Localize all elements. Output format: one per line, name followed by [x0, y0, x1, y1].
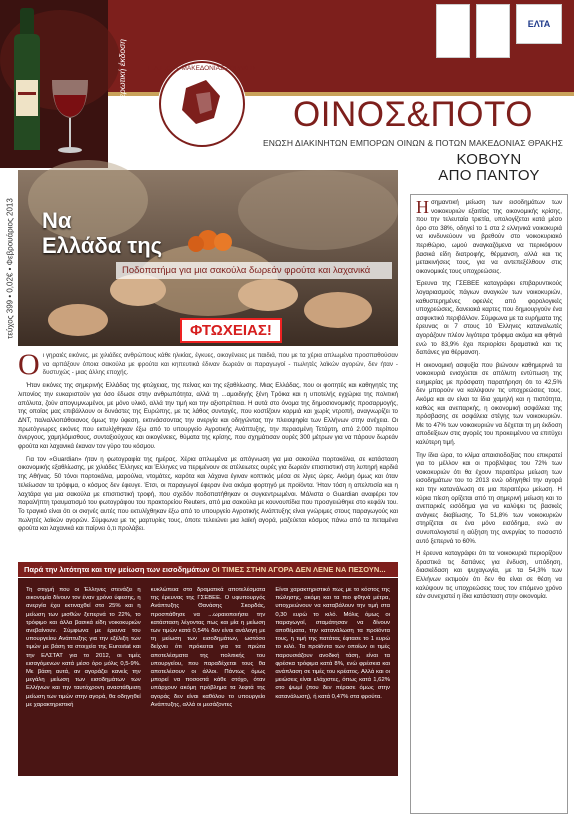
- hero-headline-line2: Ελλάδα της: [42, 233, 163, 258]
- issue-strip: [4, 170, 16, 370]
- side-paragraph-text: σημαντική μείωση των εισοδημάτων των νοικοκυριών εξαιτίας της οικονομικής κρίσης, που την τελευταία τριετία, υπολογίζεται κατά μέσο όρο στο 38%, οδηγεί το 1 στα 2 ελληνικά νοικοκυριά να κινδυνεύουν να βρεθούν στο νοικοκυριακό περιθώριο, ωμού αναγκαζόμενα να περικόψουν βασικά είδη διατροφής, θέρμανση, αλλά και τις μετακινήσεις τους, για να αντεπεξέλθουν στις οικονομικές τους υποχρεώσεις.: [416, 199, 562, 275]
- box-column: [151, 586, 266, 768]
- issue-info: τεύχος 399 • 0,02€ • Φεβρουάριος 2013: [5, 198, 15, 339]
- wine-bottle-icon: [0, 0, 108, 168]
- side-article: [410, 152, 568, 814]
- side-dropcap: Η: [416, 197, 429, 217]
- side-paragraph: Η οικονομική ασφυξία που βιώνουν καθημερινά τα νοικοκυριά ενισχύεται σε απόλυτη εντύπωση της ευημερίας με πρόσφατη παρατήρηση ότι το 42,5% δεν μπορούν να καλύψουν τις υποχρεώσεις τους. Ακόμα και αν είναι τα ίδια χαμηλή και η πιστότητα, καθώς και ανεπαρκής, η οικονομική ασφάλεια της πρόσβασης σε ασφάλεια στέγης των νοικοκυριών. Με το 47% των νοικοκυριών να δέχεται τη μη έκδοση αποδείξεων στις αγορές του προκειμένου να επιτύχει καλύτερη τιμή.: [416, 361, 562, 447]
- newspaper-title: ΟΙΝΟΣ&ΠΟΤΟ: [293, 95, 533, 134]
- box-title-part2: ΟΙ ΤΙΜΕΣ ΣΤΗΝ ΑΓΟΡΑ ΔΕΝ ΛΕΝΕ ΝΑ ΠΕΣΟΥΝ...: [209, 565, 386, 574]
- side-article-body: [410, 194, 568, 814]
- box-column: [26, 586, 141, 768]
- box-column: [275, 586, 390, 768]
- box-title-part1: Παρά την λιτότητα και την μείωση των εισοδημάτων: [24, 565, 210, 574]
- box-paragraph: κυκλώπεια στο δραματικά αποτελέσματα της έρευνας της ΓΣΕΒΕΕ. Ο υφυπουργός Ανάπτυξης Θανάσης Σκορδάς, προσπάθησε να ...ωραιοποιήσει την κατάσταση λέγοντας πως και μία η μείωση των τιμών κατά 0,54% δεν είναι ανάλογη με τη μείωση των εισοδημάτων, ωστόσο δείχνει ότι πρόκειται για τα πρώτα αποτελέσματα της πολιτικής του υπουργείου, που παραδέχεται τους θα αποτελέσουν οι άλλοι. Πάντως όμως μπορεί να ποσοστά κάθε στόχο, όταν υπάρχουν ακόμη πρόβλημα τα λεφτά της αγοράς δεν είναι καθόλου το υπουργείο Ανάπτυξης, αλλά οι μεσάζοντες: [150, 587, 266, 708]
- masthead-vertical-note: [113, 22, 125, 172]
- side-paragraph: Έρευνα της ΓΣΕΒΕΕ καταγράφει επιβαρυντικούς λογαριασμούς πάγιων αναγκών των νοικοκυριών, καθυστερημένες οφειλές από φορολογικές υποχρεώσεις, δανειακά καρτες που δημιουργούν ένα ασφυκτικό περιβάλλον. Σύμφωνα με τα ευρήματα της έρευνας οι 7 στους 10 Έλληνες καταναλωτές αγοράζουν πλέον λιγότερα τρόφιμα ακόμα και φθηνά ενώ το 83,9% έχει περιορίσει δραματικά και τις δαπάνες για θέρμανση.: [416, 280, 562, 357]
- prices-box: [18, 578, 398, 776]
- side-paragraph: [416, 199, 562, 276]
- association-seal-icon: [147, 58, 257, 150]
- box-title: [18, 562, 398, 577]
- wine-photo: [0, 0, 108, 168]
- partner-logo-middle: [476, 4, 510, 58]
- side-article-title: [410, 152, 568, 184]
- box-paragraph: Είναι χαρακτηριστικό πως με το κόστος της πώλησης, ακόμη και τα πιο φθηνά μέτρα, υποχρεώνουν να καταβάλουν την τιμή στα 0,30 ευρώ το κιλό. Μόλις όμως οι παραγωγοί, σταμάτησαν να δίνουν αποθέματα, την κατανάλωση τα προϊόντα τους, η τιμή της πατάτας έφτασε το 1 ευρώ το κιλό. Τα προϊόντα των οποίων οι τιμές παρουσιάζουν ανοδική τάση, είναι τα φρέσκα τρόφιμα κατά 8%, ενώ φρέσκια και ανάπλαση σε τιμές του κρέατος. Αλλά και οι μειώσεις είναι ελάχιστες, όπως κατά 1,62% στο ψωμί (που δεν πέρασε όμως στην κατανάλωση), ή κατά 0,47% στα φρούτα.: [275, 587, 390, 700]
- article-dropcap: Ο: [18, 348, 40, 381]
- main-article: [18, 348, 398, 538]
- hero-headline: [42, 208, 162, 258]
- hero-poverty-label: ΦΤΩΧΕΙΑΣ!: [180, 318, 282, 343]
- side-paragraph: Η έρευνα καταγράφει ότι τα νοικοκυριά περιορίζουν δραστικά τις δαπάνες για ένδυση, υπόδηση, διασκέδαση και ψυχαγωγία, με τα 54,3% των Ελλήνων εκτιμούν ότι δεν θα είναι σε θέση να καλύψουν τις υποχρεώσεις τους τον επόμενο χρόνο εάν συνεχιστεί η ίδια κατάσταση στην οικονομία.: [416, 550, 562, 601]
- hero-tagline: Ποδοπατήμα για μια σακούλα δωρεάν φρούτα και λαχανικά: [116, 262, 392, 279]
- box-paragraph: Τη στιγμή που οι Έλληνες στενάζει η οικονομία δίνουν τον έναν χρόνο ύφεσης, η ανεργία έχει εκτιναχθεί στο 25% και η μείωση των μισθών ξεπερνά το 22%, το τρόφιμο και άλλα βασικά είδη νοικοκυριών ανεβαίνουν. Σύμφωνα με έρευνα του υπουργείου Ανάπτυξης για την εξέλιξη των τιμών με βάση τα στοιχεία της Eurostat και την ΕΛΣΤΑΤ για το 2012, οι τιμές εισαγόμενων κατά μέσο όρο μόλις 0,5-9%. Με βάση αυτά, αν αγοράζει κανείς την μεγάλη μείωση των εισοδημάτων των Ελλήνων και την ταυτόχρονη αναστάθμιση μείωση των τιμών στην αγορά, θα οδηγηθεί με χαρακτηριστική: [26, 587, 141, 708]
- hero-headline-line1: Να: [42, 208, 72, 233]
- hero-photo: [18, 170, 398, 346]
- elta-logo: ΕΛΤΑ: [516, 4, 562, 44]
- article-paragraph: Για τον «Guardian» ήταν η φωτογραφία της ημέρας. Χέρια απλωμένα με απόγνωση για μια σακούλα πορτοκάλια, σε κατάσταση οικονομικής εξαθλίωσης, με χιλιάδες Έλληνες και Έλληνες να περιμένουν σε ατέλειωτες ουρές για δωρεάν επισιτιστική στη λυπηρή καρδιά της Αθήνας. 50 τόνοι πορτοκάλια, μαρούλια, ντομάτες, καρότα και λάχανα έγιναν κοπτικός μέσα σε λίγες ώρες. Ακόμη όμως και όταν τελείωσαν τα τρόφιμα, ο κόσμος δεν έφευγε. Έτσι, οι παραγωγοί έφεραν ένα ακόμα φορτηγό με προϊόντα. Ήταν τόση η απελπισία και η λαχτάρα για μια σακούλα με επισιτιστική τροφή, που σχεδόν ποδοπατήθηκαν οι συγκεντρωμένοι. Μάλιστα ο Guardian αναφέρει τον παραλήπτη τραυματισμό του φωτογράφου του πρακτορείου Reuters, από μια σακούλα με κουνουπίδια που προσγειώθηκε στο κεφάλι του. Το τραγικό είναι ότι οι σκηνές αυτές που εκτυλίχθηκαν έξω από το υπουργείο Αγροτικής Ανάπτυξης είναι γνώριμες στους παραγωγούς και πωλητές λαϊκών αγορών. Σύμφωνα με τις μαρτυρίες τους, όποτε τελειώνει μια λαϊκή αγορά, μαζεύεται κόσμος πάνω από τα πεταμένα φρούτα και λαχανικά και παίρνει ό,τι προλάβει.: [18, 455, 398, 533]
- article-paragraph: Ήταν εικόνες της σημερινής Ελλάδας της φτώχειας, της πείνας και της εξαθλίωσης. Μιας Ελλάδας, που οι φοιτητές και καθηγητές της λιπονίος την ευκαριστούν για όσο έδωσε στην ανθρωπότητα, αλλά τη ...αμοιδιγής ξένη Τρόικα και η υποτελής εγχώρια της πολιτική απόλυτα, ζούν απογυμνωμένοι, με μόνο υλικό, αλλά την τιμή και την αξιοπρέπεια. Η αυτά στο όνομα της δημοσιονομικής προσαρμογής, της οποίας μας επιβάλλουν οι δυνάστες της Ευρώπης, με τις λάθος συνταγές, που κοστίζουν κορμιά και χωρίς ντροπή, αναγνωρίζει το ΔΝΤ, παλιαλλοπάθοιανος όμως την ύφεση, εκτινάσσοντας την ανεργία και οδηγώντας την πλειοψηφία των Ελλήνων στην ανέχεια. Οι πρωτόγνωρες εικόνες που εκτυλίχθηκαν έξω από το υπουργείο Αγροτικής Ανάπτυξης, την περασμένη Τετάρτη, από 2.000 περίπου άνεργους, χαμηλόμισθους, συνταξιούχους και οικογένειες, θύματα της κρίσης, που σχημάτισαν ουρές 300 μέτρων για να πάρουν δωρεάν φρούτα και λαχανικά έκαναν τον γύρο του κόσμου.: [18, 382, 398, 451]
- partner-logo-left: [436, 4, 470, 58]
- masthead: [0, 0, 574, 168]
- side-title-line2: ΑΠΟ ΠΑΝΤΟΥ: [438, 167, 540, 184]
- seal-text: Ε.Δ.Ε.Ο.Π. ΜΑΚΕΔΟΝΙΑΣ - ΘΡΑΚΗΣ: [147, 65, 257, 72]
- side-title-line1: ΚΟΒΟΥΝ: [456, 151, 522, 168]
- vertical-note-text: Μηνιαία ενημερωτική έκδοση: [117, 39, 127, 147]
- side-paragraph: Την ίδια ώρα, το κλίμα απαισιοδοξίας που επικρατεί για το μέλλον και οι προβλέψεις του 72% των νοικοκυριών ότι θα έχουν περαιτέρω μείωση των εισοδημάτων του το 2013 ενώ οδηγηθεί την αγορά και την κατανάλωση σε μια περαιτέρω μείωση. Η κύρια πίεση ορίζεται από τη σημερινή μείωση και το ανεπαρκές εισόδημα για να καλύψει τις βασικές ανάγκες διαβίωσης. Το 51,8% των νοικοκυριών στηρίζεται σε ένα μόνο εισόδημα, ενώ αν συνυπολογιστεί η αύξηση της ανεργίας το ποσοστό αυτό ξεπερνά το 60%.: [416, 451, 562, 545]
- article-lead-text: ι γηραιές εικόνες, με χιλιάδες ανθρώπους κάθε ηλικίας, έγκυες, οικογένειες με παιδιά, που με τα χέρια απλωμένα προσπαθούσαν να αρπάξουν όποια σακούλα με φρούτα και κηπευτικά έδιναν δωρεάν οι παραγωγοί - πωλητές λαϊκών αγορών, δεν ήταν - δυστυχώς - μιας άλλης εποχής.: [42, 352, 398, 377]
- partner-logos: [436, 4, 562, 58]
- newspaper-subtitle: ΕΝΩΣΗ ΔΙΑΚΙΝΗΤΩΝ ΕΜΠΟΡΩΝ ΟΙΝΩΝ & ΠΟΤΩΝ ΜΑΚΕΔΟΝΙΑΣ ΘΡΑΚΗΣ: [263, 138, 563, 148]
- article-lead: [18, 348, 398, 381]
